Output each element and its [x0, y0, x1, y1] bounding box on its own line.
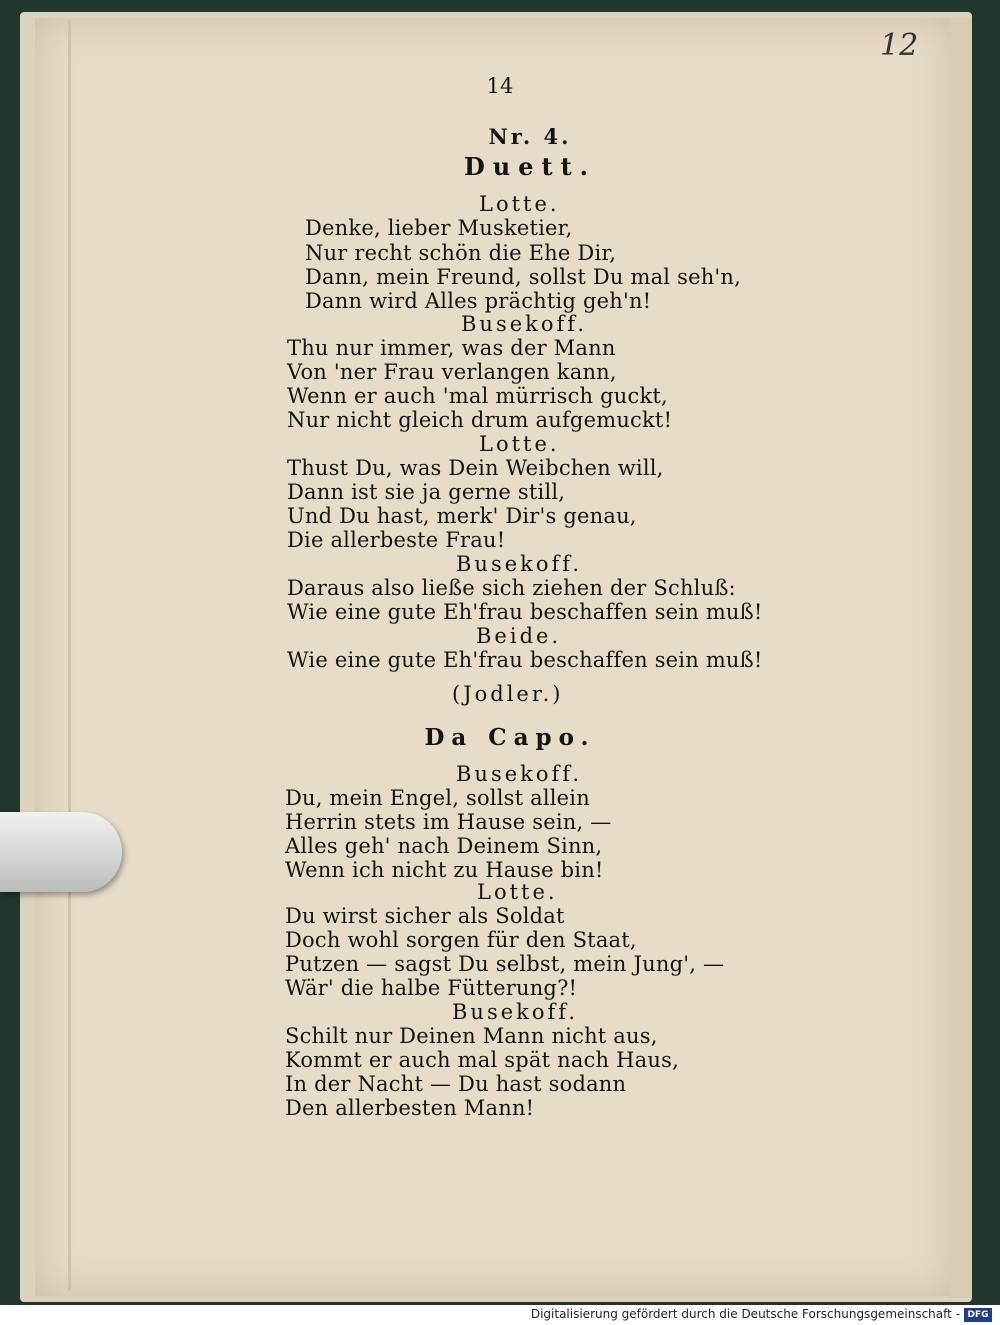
speaker-label: Lotte. [477, 880, 558, 904]
verse-line: Dann wird Alles prächtig geh'n! [305, 289, 652, 313]
verse-line: Daraus also ließe sich ziehen der Schluß: [287, 576, 736, 600]
verse-line: Die allerbeste Frau! [287, 528, 506, 552]
verse-line: Schilt nur Deinen Mann nicht aus, [285, 1024, 658, 1048]
page-clip [0, 812, 122, 892]
speaker-label: Lotte. [479, 432, 560, 456]
verse-line: Wenn ich nicht zu Hause bin! [285, 858, 604, 882]
page-edge-line [68, 20, 71, 1290]
verse-line: Wär' die halbe Fütterung?! [285, 976, 578, 1000]
handwritten-page-mark: 12 [880, 28, 919, 63]
verse-line: Du, mein Engel, sollst allein [285, 786, 590, 810]
verse-line: Du wirst sicher als Soldat [285, 904, 565, 928]
da-capo-heading: Da Capo. [424, 724, 596, 751]
verse-line: Dann, mein Freund, sollst Du mal seh'n, [305, 265, 742, 289]
verse-line: Nur recht schön die Ehe Dir, [305, 241, 617, 265]
speaker-label: Busekoff. [452, 1000, 579, 1024]
verse-line: In der Nacht — Du hast sodann [285, 1072, 627, 1096]
verse-line: Herrin stets im Hause sein, — [285, 810, 612, 834]
verse-line: Doch wohl sorgen für den Staat, [285, 928, 637, 952]
verse-line: Kommt er auch mal spät nach Haus, [285, 1048, 679, 1072]
page-number: 14 [486, 74, 514, 98]
jodler-direction: (Jodler.) [452, 682, 564, 706]
right-page-edge [950, 18, 972, 1298]
song-title: Duett. [463, 152, 597, 181]
verse-line: Denke, lieber Musketier, [305, 216, 573, 240]
speaker-label: Beide. [476, 624, 562, 648]
verse-line: Thust Du, was Dein Weibchen will, [287, 456, 664, 480]
speaker-label: Lotte. [479, 192, 560, 216]
verse-line: Dann ist sie ja gerne still, [287, 480, 566, 504]
speaker-label: Busekoff. [456, 552, 583, 576]
dfg-logo: DFG [964, 1308, 992, 1322]
verse-line: Nur nicht gleich drum aufgemuckt! [287, 408, 673, 432]
verse-line: Wie eine gute Eh'frau beschaffen sein muß! [287, 648, 763, 672]
verse-line: Und Du hast, merk' Dir's genau, [287, 504, 637, 528]
song-number: Nr. 4. [488, 124, 572, 149]
footer-credit: Digitalisierung gefördert durch die Deutsche Forschungsgemeinschaft - [530, 1307, 960, 1321]
verse-line: Von 'ner Frau verlangen kann, [287, 360, 617, 384]
verse-line: Alles geh' nach Deinem Sinn, [285, 834, 603, 858]
verse-line: Wenn er auch 'mal mürrisch guckt, [287, 384, 668, 408]
speaker-label: Busekoff. [456, 762, 583, 786]
digitization-footer [0, 1305, 1000, 1325]
verse-line: Den allerbesten Mann! [285, 1096, 535, 1120]
verse-line: Thu nur immer, was der Mann [287, 336, 616, 360]
speaker-label: Busekoff. [461, 312, 588, 336]
verse-line: Putzen — sagst Du selbst, mein Jung', — [285, 952, 725, 976]
verse-line: Wie eine gute Eh'frau beschaffen sein muß! [287, 600, 763, 624]
